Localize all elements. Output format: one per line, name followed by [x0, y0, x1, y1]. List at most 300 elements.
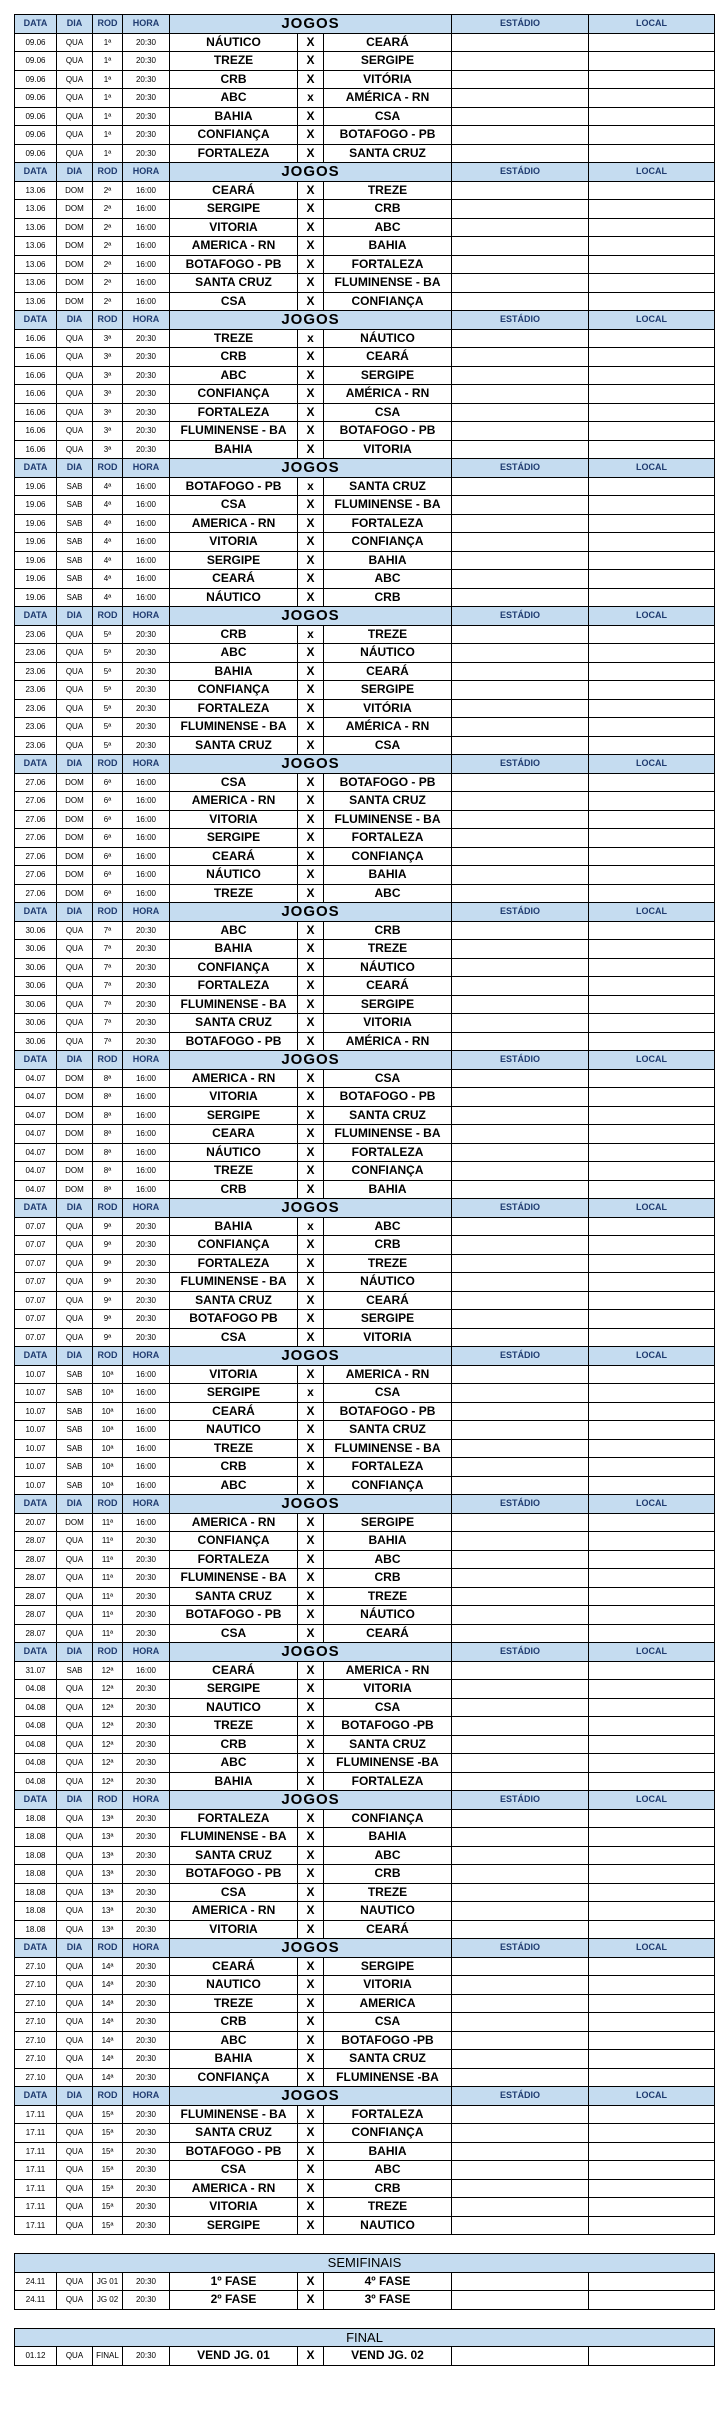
local-cell	[589, 1125, 715, 1144]
game-date: 19.06	[15, 477, 57, 496]
game-row	[15, 366, 715, 385]
stadium-cell	[452, 1106, 589, 1125]
home-team: SANTA CRUZ	[170, 274, 298, 293]
game-round: 3ª	[93, 366, 123, 385]
versus-mark: X	[298, 1088, 324, 1107]
home-team: BOTAFOGO - PB	[170, 1865, 298, 1884]
local-cell	[589, 1698, 715, 1717]
game-day: DOM	[57, 829, 93, 848]
game-day: QUA	[57, 89, 93, 108]
local-cell	[589, 1717, 715, 1736]
header-hora: HORA	[123, 903, 170, 922]
stadium-cell	[452, 1384, 589, 1403]
game-row	[15, 1236, 715, 1255]
versus-mark: X	[298, 644, 324, 663]
game-day: SAB	[57, 514, 93, 533]
game-round: 11ª	[93, 1550, 123, 1569]
home-team: CEARÁ	[170, 847, 298, 866]
versus-mark: X	[298, 1014, 324, 1033]
versus-mark: X	[298, 2142, 324, 2161]
versus-mark: X	[298, 699, 324, 718]
game-round: 5ª	[93, 644, 123, 663]
game-date: 16.06	[15, 422, 57, 441]
game-round: 12ª	[93, 1754, 123, 1773]
game-day: QUA	[57, 107, 93, 126]
game-day: QUA	[57, 1698, 93, 1717]
header-local: LOCAL	[589, 163, 715, 182]
game-date: 17.11	[15, 2142, 57, 2161]
away-team: SANTA CRUZ	[324, 144, 452, 163]
stadium-cell	[452, 1883, 589, 1902]
game-date: 04.08	[15, 1772, 57, 1791]
home-team: FORTALEZA	[170, 403, 298, 422]
header-hora: HORA	[123, 163, 170, 182]
away-team: NÁUTICO	[324, 329, 452, 348]
game-row	[15, 2179, 715, 2198]
game-time: 20:30	[123, 995, 170, 1014]
game-day: SAB	[57, 1365, 93, 1384]
game-date: 10.07	[15, 1476, 57, 1495]
away-team: CONFIANÇA	[324, 847, 452, 866]
header-row	[15, 163, 715, 182]
home-team: CSA	[170, 1883, 298, 1902]
local-cell	[589, 181, 715, 200]
game-round: 9ª	[93, 1236, 123, 1255]
game-round: 9ª	[93, 1328, 123, 1347]
home-team: CONFIANÇA	[170, 385, 298, 404]
local-cell	[589, 1180, 715, 1199]
header-row	[15, 1791, 715, 1810]
game-row	[15, 52, 715, 71]
game-day: QUA	[57, 2013, 93, 2032]
versus-mark: X	[298, 1291, 324, 1310]
home-team: FORTALEZA	[170, 1550, 298, 1569]
versus-mark: X	[298, 662, 324, 681]
stadium-cell	[452, 1680, 589, 1699]
local-cell	[589, 255, 715, 274]
game-date: 17.11	[15, 2105, 57, 2124]
local-cell	[589, 218, 715, 237]
game-date: 04.07	[15, 1069, 57, 1088]
header-rod: ROD	[93, 1495, 123, 1514]
game-row	[15, 699, 715, 718]
home-team: BOTAFOGO PB	[170, 1310, 298, 1329]
game-day: QUA	[57, 1957, 93, 1976]
away-team: SANTA CRUZ	[324, 1106, 452, 1125]
stadium-cell	[452, 2272, 589, 2291]
game-day: QUA	[57, 1014, 93, 1033]
game-round: JG 01	[93, 2272, 123, 2291]
game-date: 04.07	[15, 1180, 57, 1199]
header-rod: ROD	[93, 2087, 123, 2106]
header-rod: ROD	[93, 1643, 123, 1662]
game-time: 16:00	[123, 1402, 170, 1421]
game-row	[15, 1828, 715, 1847]
game-date: 04.08	[15, 1754, 57, 1773]
game-time: 20:30	[123, 1273, 170, 1292]
game-row	[15, 1532, 715, 1551]
header-local: LOCAL	[589, 1643, 715, 1662]
game-round: 11ª	[93, 1513, 123, 1532]
header-local: LOCAL	[589, 755, 715, 774]
game-round: 2ª	[93, 292, 123, 311]
game-time: 16:00	[123, 514, 170, 533]
game-round: 14ª	[93, 1957, 123, 1976]
header-rod: ROD	[93, 607, 123, 626]
stadium-cell	[452, 1217, 589, 1236]
game-day: QUA	[57, 2050, 93, 2069]
stadium-cell	[452, 2105, 589, 2124]
game-round: 5ª	[93, 718, 123, 737]
stadium-cell	[452, 1236, 589, 1255]
game-time: 16:00	[123, 1458, 170, 1477]
game-round: 9ª	[93, 1254, 123, 1273]
game-row	[15, 1754, 715, 1773]
versus-mark: X	[298, 366, 324, 385]
game-time: 20:30	[123, 1735, 170, 1754]
local-cell	[589, 533, 715, 552]
local-cell	[589, 1735, 715, 1754]
local-cell	[589, 1032, 715, 1051]
game-row	[15, 1865, 715, 1884]
game-time: 16:00	[123, 1088, 170, 1107]
home-team: VITORIA	[170, 1365, 298, 1384]
game-date: 27.10	[15, 1957, 57, 1976]
game-row	[15, 2105, 715, 2124]
stadium-cell	[452, 2216, 589, 2235]
game-time: 20:30	[123, 1217, 170, 1236]
game-date: 27.06	[15, 810, 57, 829]
away-team: BAHIA	[324, 2142, 452, 2161]
game-row	[15, 440, 715, 459]
home-team: SERGIPE	[170, 1384, 298, 1403]
stadium-cell	[452, 773, 589, 792]
stadium-cell	[452, 1125, 589, 1144]
away-team: FLUMINENSE - BA	[324, 496, 452, 515]
game-time: 20:30	[123, 2124, 170, 2143]
stadium-cell	[452, 1698, 589, 1717]
game-row	[15, 274, 715, 293]
game-row	[15, 1365, 715, 1384]
game-day: QUA	[57, 1606, 93, 1625]
away-team: CSA	[324, 107, 452, 126]
stadium-cell	[452, 1291, 589, 1310]
game-row	[15, 644, 715, 663]
game-round: 5ª	[93, 625, 123, 644]
versus-mark: X	[298, 718, 324, 737]
local-cell	[589, 496, 715, 515]
home-team: NÁUTICO	[170, 1143, 298, 1162]
home-team: NAUTICO	[170, 1976, 298, 1995]
game-time: 16:00	[123, 570, 170, 589]
game-time: 16:00	[123, 1384, 170, 1403]
versus-mark: x	[298, 89, 324, 108]
header-row	[15, 1051, 715, 1070]
game-day: QUA	[57, 1273, 93, 1292]
stadium-cell	[452, 1365, 589, 1384]
game-date: 19.06	[15, 588, 57, 607]
versus-mark: X	[298, 1162, 324, 1181]
game-row	[15, 1162, 715, 1181]
versus-mark: X	[298, 2050, 324, 2069]
game-row	[15, 1994, 715, 2013]
header-data: DATA	[15, 1347, 57, 1366]
header-estadio: ESTÁDIO	[452, 2087, 589, 2106]
game-time: 20:30	[123, 1865, 170, 1884]
game-date: 27.10	[15, 2050, 57, 2069]
home-team: VITORIA	[170, 810, 298, 829]
game-round: 8ª	[93, 1162, 123, 1181]
game-round: 1ª	[93, 70, 123, 89]
stadium-cell	[452, 126, 589, 145]
header-hora: HORA	[123, 1939, 170, 1958]
away-team: AMERICA - RN	[324, 1661, 452, 1680]
game-row	[15, 1180, 715, 1199]
home-team: TREZE	[170, 329, 298, 348]
home-team: TREZE	[170, 1994, 298, 2013]
versus-mark: X	[298, 1310, 324, 1329]
header-estadio: ESTÁDIO	[452, 459, 589, 478]
stadium-cell	[452, 403, 589, 422]
semifinals-title: SEMIFINAIS	[15, 2254, 715, 2273]
game-time: 20:30	[123, 52, 170, 71]
stadium-cell	[452, 829, 589, 848]
game-day: DOM	[57, 1513, 93, 1532]
game-round: 15ª	[93, 2142, 123, 2161]
home-team: BOTAFOGO - PB	[170, 477, 298, 496]
game-day: QUA	[57, 1883, 93, 1902]
game-date: 23.06	[15, 644, 57, 663]
header-estadio: ESTÁDIO	[452, 1347, 589, 1366]
header-row	[15, 1495, 715, 1514]
away-team: CEARÁ	[324, 1624, 452, 1643]
game-round: 7ª	[93, 1014, 123, 1033]
game-round: 10ª	[93, 1439, 123, 1458]
versus-mark: X	[298, 551, 324, 570]
stadium-cell	[452, 107, 589, 126]
game-date: 07.07	[15, 1236, 57, 1255]
versus-mark: X	[298, 588, 324, 607]
game-time: 20:30	[123, 1994, 170, 2013]
game-round: 7ª	[93, 995, 123, 1014]
game-time: 16:00	[123, 1143, 170, 1162]
away-team: SANTA CRUZ	[324, 1421, 452, 1440]
game-date: 24.11	[15, 2272, 57, 2291]
game-day: QUA	[57, 70, 93, 89]
local-cell	[589, 274, 715, 293]
game-round: 10ª	[93, 1476, 123, 1495]
game-row	[15, 181, 715, 200]
game-round: 9ª	[93, 1217, 123, 1236]
game-time: 16:00	[123, 829, 170, 848]
game-day: QUA	[57, 718, 93, 737]
game-day: QUA	[57, 1809, 93, 1828]
game-row	[15, 570, 715, 589]
game-time: 20:30	[123, 144, 170, 163]
header-row	[15, 2087, 715, 2106]
game-round: 12ª	[93, 1717, 123, 1736]
game-round: 10ª	[93, 1402, 123, 1421]
versus-mark: X	[298, 2272, 324, 2291]
stadium-cell	[452, 144, 589, 163]
home-team: BOTAFOGO - PB	[170, 1606, 298, 1625]
stadium-cell	[452, 2179, 589, 2198]
game-day: SAB	[57, 1439, 93, 1458]
game-time: 20:30	[123, 1828, 170, 1847]
home-team: BAHIA	[170, 107, 298, 126]
game-round: 11ª	[93, 1624, 123, 1643]
game-day: QUA	[57, 921, 93, 940]
versus-mark: X	[298, 829, 324, 848]
versus-mark: X	[298, 1846, 324, 1865]
game-date: 17.11	[15, 2198, 57, 2217]
local-cell	[589, 1994, 715, 2013]
final-table	[14, 2328, 715, 2366]
header-data: DATA	[15, 1939, 57, 1958]
game-date: 07.07	[15, 1328, 57, 1347]
game-time: 16:00	[123, 1661, 170, 1680]
game-round: 3ª	[93, 329, 123, 348]
versus-mark: X	[298, 1902, 324, 1921]
game-row	[15, 2013, 715, 2032]
header-dia: DIA	[57, 1791, 93, 1810]
stadium-cell	[452, 329, 589, 348]
game-date: 09.06	[15, 107, 57, 126]
home-team: CEARÁ	[170, 570, 298, 589]
local-cell	[589, 2179, 715, 2198]
header-row	[15, 903, 715, 922]
home-team: FLUMINENSE - BA	[170, 1569, 298, 1588]
game-row	[15, 588, 715, 607]
game-date: 23.06	[15, 662, 57, 681]
game-date: 18.08	[15, 1883, 57, 1902]
stadium-cell	[452, 385, 589, 404]
game-round: 12ª	[93, 1772, 123, 1791]
home-team: FLUMINENSE - BA	[170, 2105, 298, 2124]
game-row	[15, 884, 715, 903]
stadium-cell	[452, 2291, 589, 2310]
game-row	[15, 2198, 715, 2217]
away-team: CONFIANÇA	[324, 1162, 452, 1181]
game-day: QUA	[57, 1532, 93, 1551]
game-day: QUA	[57, 958, 93, 977]
versus-mark: X	[298, 1032, 324, 1051]
home-team: BAHIA	[170, 2050, 298, 2069]
game-row	[15, 2068, 715, 2087]
local-cell	[589, 1920, 715, 1939]
game-round: 15ª	[93, 2124, 123, 2143]
home-team: SERGIPE	[170, 551, 298, 570]
game-row	[15, 70, 715, 89]
game-row	[15, 681, 715, 700]
local-cell	[589, 1809, 715, 1828]
header-data: DATA	[15, 607, 57, 626]
game-date: 13.06	[15, 255, 57, 274]
home-team: VITORIA	[170, 1088, 298, 1107]
header-local: LOCAL	[589, 1347, 715, 1366]
local-cell	[589, 477, 715, 496]
header-data: DATA	[15, 1199, 57, 1218]
stadium-cell	[452, 1865, 589, 1884]
away-team: FORTALEZA	[324, 1772, 452, 1791]
home-team: FORTALEZA	[170, 1254, 298, 1273]
away-team: AMÉRICA - RN	[324, 385, 452, 404]
game-round: FINAL	[93, 2347, 123, 2366]
stadium-cell	[452, 1809, 589, 1828]
away-team: NÁUTICO	[324, 1606, 452, 1625]
away-team: SANTA CRUZ	[324, 2050, 452, 2069]
game-date: 09.06	[15, 52, 57, 71]
versus-mark: X	[298, 440, 324, 459]
header-hora: HORA	[123, 459, 170, 478]
game-day: QUA	[57, 2161, 93, 2180]
versus-mark: X	[298, 1569, 324, 1588]
game-row	[15, 829, 715, 848]
home-team: CRB	[170, 1735, 298, 1754]
header-hora: HORA	[123, 607, 170, 626]
versus-mark: X	[298, 533, 324, 552]
versus-mark: X	[298, 1680, 324, 1699]
away-team: CSA	[324, 736, 452, 755]
local-cell	[589, 829, 715, 848]
game-row	[15, 2142, 715, 2161]
game-time: 20:30	[123, 2013, 170, 2032]
game-time: 20:30	[123, 1772, 170, 1791]
game-round: 13ª	[93, 1883, 123, 1902]
game-date: 18.08	[15, 1846, 57, 1865]
game-round: 1ª	[93, 33, 123, 52]
away-team: TREZE	[324, 1883, 452, 1902]
versus-mark: X	[298, 2216, 324, 2235]
game-date: 01.12	[15, 2347, 57, 2366]
home-team: AMERICA - RN	[170, 1513, 298, 1532]
away-team: CRB	[324, 921, 452, 940]
home-team: FLUMINENSE - BA	[170, 995, 298, 1014]
local-cell	[589, 1532, 715, 1551]
local-cell	[589, 2291, 715, 2310]
local-cell	[589, 385, 715, 404]
away-team: NAUTICO	[324, 2216, 452, 2235]
stadium-cell	[452, 1310, 589, 1329]
game-date: 04.08	[15, 1735, 57, 1754]
local-cell	[589, 810, 715, 829]
game-date: 28.07	[15, 1550, 57, 1569]
game-time: 20:30	[123, 921, 170, 940]
home-team: FORTALEZA	[170, 699, 298, 718]
away-team: FLUMINENSE -BA	[324, 1754, 452, 1773]
versus-mark: X	[298, 736, 324, 755]
local-cell	[589, 2198, 715, 2217]
header-data: DATA	[15, 903, 57, 922]
game-row	[15, 477, 715, 496]
versus-mark: X	[298, 52, 324, 71]
game-row	[15, 1032, 715, 1051]
game-round: 11ª	[93, 1532, 123, 1551]
game-time: 20:30	[123, 385, 170, 404]
away-team: ABC	[324, 218, 452, 237]
game-time: 20:30	[123, 1976, 170, 1995]
game-date: 10.07	[15, 1421, 57, 1440]
home-team: NAUTICO	[170, 1698, 298, 1717]
semifinals-table	[14, 2253, 715, 2310]
game-day: DOM	[57, 1088, 93, 1107]
game-date: 30.06	[15, 940, 57, 959]
local-cell	[589, 977, 715, 996]
local-cell	[589, 792, 715, 811]
game-date: 18.08	[15, 1828, 57, 1847]
game-row	[15, 200, 715, 219]
local-cell	[589, 1088, 715, 1107]
